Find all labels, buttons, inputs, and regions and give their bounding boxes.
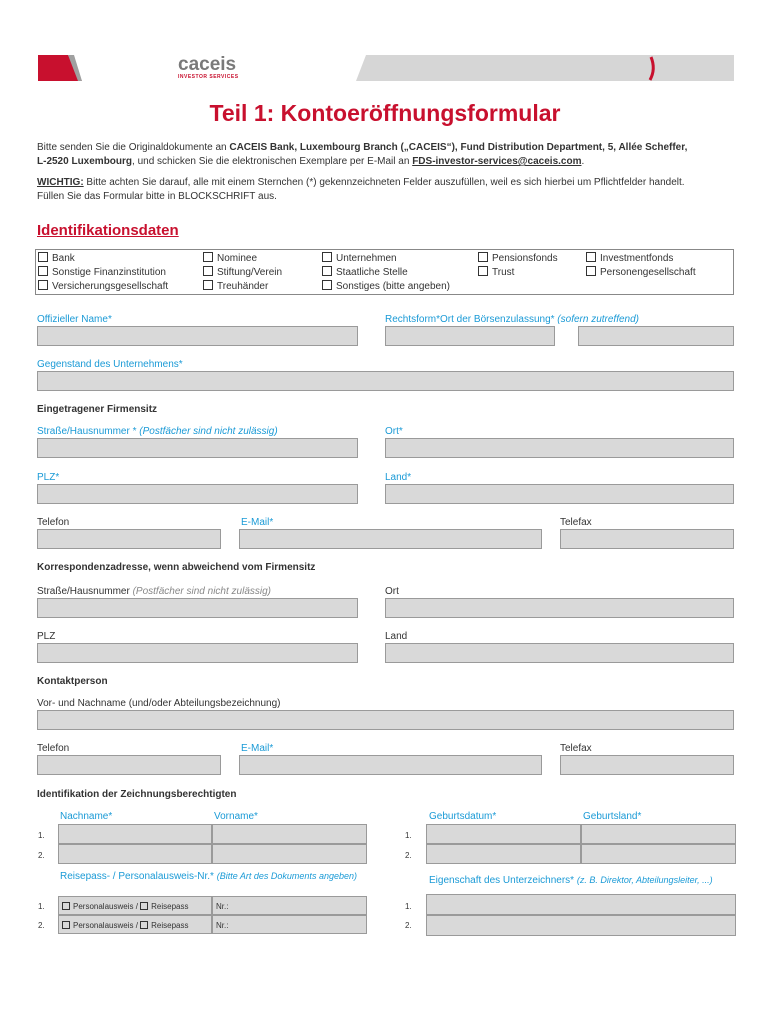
- corr-street-input[interactable]: [37, 598, 358, 618]
- birthdate-label: Geburtsdatum*: [429, 811, 497, 822]
- birthplace-input-2[interactable]: [581, 844, 736, 864]
- fax-label: Telefax: [560, 517, 592, 528]
- official-name-label: Offizieller Name*: [37, 314, 112, 325]
- doc-type-1[interactable]: Personalausweis / Reisepass: [58, 896, 212, 915]
- purpose-label: Gegenstand des Unternehmens*: [37, 359, 183, 370]
- corr-city-input[interactable]: [385, 598, 734, 618]
- official-name-input[interactable]: [37, 326, 358, 346]
- row-number: 2.: [405, 921, 412, 930]
- section-title: Identifikationsdaten: [37, 222, 179, 239]
- contact-name-input[interactable]: [37, 710, 734, 730]
- email-input[interactable]: [239, 529, 542, 549]
- capacity-label: Eigenschaft des Unterzeichners* (z. B. Direktor, Abteilungsleiter, ...): [429, 875, 713, 886]
- corr-city-label: Ort: [385, 586, 399, 597]
- page-title: Teil 1: Kontoeröffnungsformular: [209, 100, 561, 126]
- contact-phone-input[interactable]: [37, 755, 221, 775]
- contact-email-input[interactable]: [239, 755, 542, 775]
- city-input[interactable]: [385, 438, 734, 458]
- capacity-input-1[interactable]: [426, 894, 736, 915]
- entity-col-5: [586, 252, 696, 280]
- checkbox-partnership[interactable]: Personengesellschaft: [586, 266, 696, 280]
- corr-address-heading: Korrespondenzadresse, wenn abweichend vom Firmensitz: [37, 562, 316, 573]
- street-label: Straße/Hausnummer * (Postfächer sind nicht zulässig): [37, 426, 278, 437]
- checkbox-passport-2[interactable]: [140, 921, 148, 929]
- corr-country-input[interactable]: [385, 643, 734, 663]
- row-number: 1.: [405, 902, 412, 911]
- checkbox-investment-fund[interactable]: Investmentfonds: [586, 252, 696, 266]
- checkbox-pension-fund[interactable]: Pensionsfonds: [478, 252, 558, 266]
- firstname-label: Vorname*: [214, 811, 258, 822]
- passport-label: Reisepass- / Personalausweis-Nr.* (Bitte Art des Dokuments angeben): [60, 871, 357, 882]
- corr-zip-label: PLZ: [37, 631, 56, 642]
- intro-text: Bitte senden Sie die Originaldokumente an: [37, 142, 230, 153]
- checkbox-other[interactable]: Sonstiges (bitte angeben): [322, 280, 450, 294]
- entity-col-1: [38, 252, 168, 294]
- checkbox-id-card-1[interactable]: [62, 902, 70, 910]
- fax-input[interactable]: [560, 529, 734, 549]
- doc-number-2[interactable]: Nr.:: [212, 915, 367, 934]
- contact-fax-label: Telefax: [560, 743, 592, 754]
- checkbox-passport-1[interactable]: [140, 902, 148, 910]
- birthdate-input-2[interactable]: [426, 844, 581, 864]
- contact-fax-input[interactable]: [560, 755, 734, 775]
- corr-zip-input[interactable]: [37, 643, 358, 663]
- row-number: 2.: [38, 851, 45, 860]
- checkbox-other-financial[interactable]: Sonstige Finanzinstitution: [38, 266, 168, 280]
- row-number: 1.: [38, 902, 45, 911]
- header-red-shape: [38, 55, 82, 81]
- checkbox-trust[interactable]: Trust: [478, 266, 558, 280]
- checkbox-bank[interactable]: Bank: [38, 252, 168, 266]
- city-label: Ort*: [385, 426, 403, 437]
- contact-name-label: Vor- und Nachname (und/oder Abteilungsbezeichnung): [37, 698, 281, 709]
- registered-office-heading: Eingetragener Firmensitz: [37, 404, 158, 415]
- country-input[interactable]: [385, 484, 734, 504]
- zip-input[interactable]: [37, 484, 358, 504]
- legal-form-input[interactable]: [385, 326, 555, 346]
- birthdate-input-1[interactable]: [426, 824, 581, 844]
- legal-form-label: Rechtsform*Ort der Börsenzulassung* (sofern zutreffend): [385, 314, 640, 325]
- contact-heading: Kontaktperson: [37, 676, 108, 687]
- checkbox-company[interactable]: Unternehmen: [322, 252, 450, 266]
- birthplace-input-1[interactable]: [581, 824, 736, 844]
- checkbox-insurance[interactable]: Versicherungsgesellschaft: [38, 280, 168, 294]
- important-label: WICHTIG:: [37, 177, 84, 188]
- doc-type-2[interactable]: Personalausweis / Reisepass: [58, 915, 212, 934]
- zip-label: PLZ*: [37, 472, 60, 483]
- caceis-logo: caceis INVESTOR SERVICES: [178, 54, 239, 80]
- email-label: E-Mail*: [241, 517, 274, 528]
- surname-input-2[interactable]: [58, 844, 212, 864]
- corr-country-label: Land: [385, 631, 408, 642]
- doc-number-1[interactable]: Nr.:: [212, 896, 367, 915]
- intro-paragraph: Bitte senden Sie die Originaldokumente an CACEIS Bank, Luxembourg Branch („CACEIS“), Fund Distribution Department, 5, Allée Scheffer, L-2520 Luxembourg, und schicken Sie die elektronischen Exemplare per E-Mail an FDS-investor-services@caceis.com.: [37, 142, 688, 167]
- phone-label: Telefon: [37, 517, 70, 528]
- firstname-input-1[interactable]: [212, 824, 367, 844]
- surname-label: Nachname*: [60, 811, 113, 822]
- contact-email-label: E-Mail*: [241, 743, 274, 754]
- row-number: 2.: [38, 921, 45, 930]
- phone-input[interactable]: [37, 529, 221, 549]
- important-paragraph: WICHTIG: Bitte achten Sie darauf, alle mit einem Sternchen (*) gekennzeichneten Felder auszufüllen, weil es sich hierbei um Pflichtfelder handelt. Füllen Sie das Formular bitte in BLOCKSCHRIFT aus.: [37, 177, 685, 202]
- checkbox-id-card-2[interactable]: [62, 921, 70, 929]
- email-link[interactable]: FDS-investor-services@caceis.com: [412, 156, 582, 167]
- country-label: Land*: [385, 472, 412, 483]
- row-number: 2.: [405, 851, 412, 860]
- surname-input-1[interactable]: [58, 824, 212, 844]
- stock-exchange-input[interactable]: [578, 326, 734, 346]
- checkbox-nominee[interactable]: Nominee: [203, 252, 282, 266]
- entity-col-2: [203, 252, 282, 294]
- intro-text-2: , und schicken Sie die elektronischen Exemplare per E-Mail an: [132, 156, 413, 167]
- checkbox-trustee[interactable]: Treuhänder: [203, 280, 282, 294]
- street-input[interactable]: [37, 438, 358, 458]
- entity-col-4: [478, 252, 558, 280]
- corr-street-label: Straße/Hausnummer (Postfächer sind nicht zulässig): [37, 586, 271, 597]
- firstname-input-2[interactable]: [212, 844, 367, 864]
- signatories-heading: Identifikation der Zeichnungsberechtigten: [37, 789, 237, 800]
- blockschrift-note: Füllen Sie das Formular bitte in BLOCKSCHRIFT aus.: [37, 191, 277, 202]
- purpose-input[interactable]: [37, 371, 734, 391]
- entity-col-3: [322, 252, 450, 294]
- checkbox-foundation[interactable]: Stiftung/Verein: [203, 266, 282, 280]
- row-number: 1.: [38, 831, 45, 840]
- contact-phone-label: Telefon: [37, 743, 70, 754]
- address-city: L-2520 Luxembourg: [37, 156, 133, 167]
- address-bold: CACEIS Bank, Luxembourg Branch („CACEIS“), Fund Distribution Department, 5, Allée Scheffer,: [229, 142, 688, 153]
- header-grey-band: [356, 55, 734, 81]
- capacity-input-2[interactable]: [426, 915, 736, 936]
- row-number: 1.: [405, 831, 412, 840]
- birthplace-label: Geburtsland*: [583, 811, 642, 822]
- checkbox-state-body[interactable]: Staatliche Stelle: [322, 266, 450, 280]
